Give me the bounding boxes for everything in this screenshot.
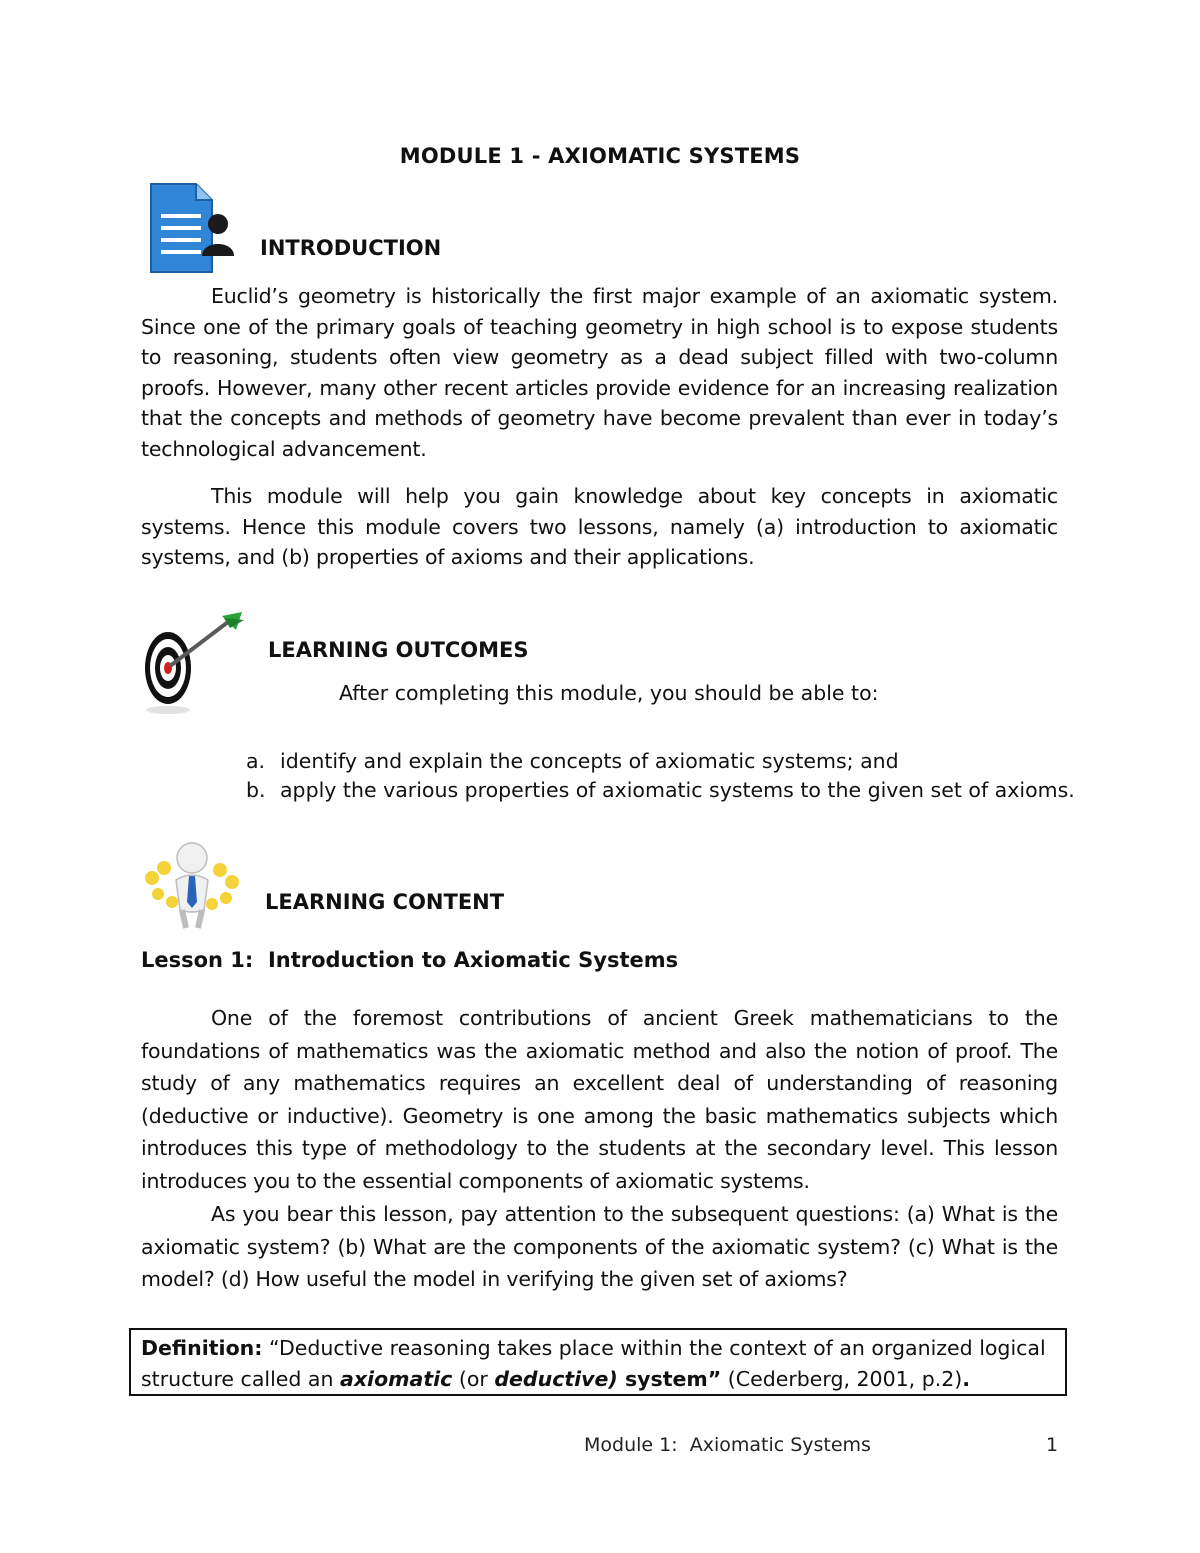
page-number: 1 [1046, 1434, 1059, 1456]
definition-label: Definition: [141, 1336, 263, 1360]
term-axiomatic: axiomatic [339, 1367, 453, 1391]
person-lightbulbs-icon [142, 840, 246, 932]
definition-box: Definition: “Deductive reasoning takes place within the context of an organized logical structure called an axiomatic (or deductive) system” (Cederberg, 2001, p.2). [129, 1328, 1067, 1396]
page-title: MODULE 1 - AXIOMATIC SYSTEMS [399, 144, 801, 168]
introduction-paragraph-1: Euclid’s geometry is historically the first major example of an axiomatic system. Since one of the primary goals of teaching geometry in high school is to expose students to reasoning, students often view geometry as a dead subject filled with two-column proofs. However, many other recent articles provide evidence for an increasing realization that the concepts and methods of geometry have become prevalent than ever in today’s technological advancement. [141, 284, 1058, 461]
list-item [246, 776, 1075, 805]
learning-outcomes-heading: LEARNING OUTCOMES [268, 638, 529, 662]
learning-content-heading: LEARNING CONTENT [265, 890, 505, 914]
introduction-paragraph-2: This module will help you gain knowledge about key concepts in axiomatic systems. Hence this module covers two lessons, namely (a) introduction to axiomatic systems, and (b) properties of axioms and their applications. [141, 484, 1058, 569]
learning-outcomes-lead: After completing this module, you should be able to: [339, 681, 879, 705]
target-dart-icon [138, 608, 248, 718]
list-text: identify and explain the concepts of axiomatic systems; and [280, 749, 899, 773]
list-item [246, 747, 1066, 776]
list-marker: a. [246, 749, 266, 773]
list-marker: b. [246, 778, 266, 802]
footer-label: Module 1: Axiomatic Systems [584, 1434, 871, 1456]
term-deductive: deductive) [494, 1367, 618, 1391]
list-text: apply the various properties of axiomatic systems to the given set of axioms. [280, 778, 1075, 802]
lesson-paragraph-1: One of the foremost contributions of ancient Greek mathematicians to the foundations of mathematics was the axiomatic method and also the notion of proof. The study of any mathematics requires an excellent deal of understanding of reasoning (deductive or inductive). Geometry is one among the basic mathematics subjects which introduces this type of methodology to the students at the secondary level. This lesson introduces you to the essential components of axiomatic systems. [141, 1006, 1058, 1193]
document-user-icon [146, 180, 236, 278]
introduction-heading: INTRODUCTION [260, 236, 442, 260]
lesson-heading: Lesson 1: Introduction to Axiomatic Systems [141, 948, 679, 972]
lesson-paragraph-2: As you bear this lesson, pay attention to the subsequent questions: (a) What is the axiomatic system? (b) What are the components of the axiomatic system? (c) What is the model? (d) How useful the model in verifying the given set of axioms? [141, 1202, 1058, 1291]
